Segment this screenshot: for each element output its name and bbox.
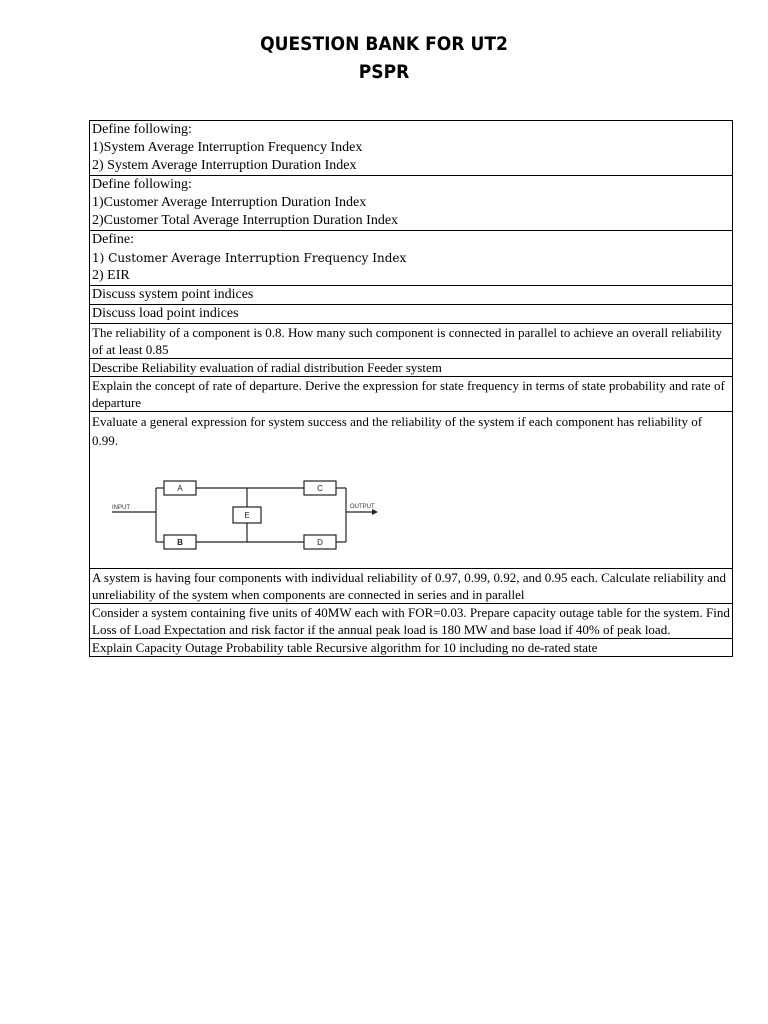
question-line: Explain the concept of rate of departure. Derive the expression for state frequency in terms of state probability and rate of departure xyxy=(92,378,725,410)
question-line: 1)System Average Interruption Frequency Index xyxy=(92,140,363,155)
question-row xyxy=(90,176,733,231)
question-cell xyxy=(90,324,733,359)
question-line: 2)Customer Total Average Interruption Duration Index xyxy=(92,213,399,228)
question-cell xyxy=(90,412,733,569)
question-row xyxy=(90,569,733,604)
question-cell xyxy=(90,639,733,657)
question-line: A system is having four components with individual reliability of 0.97, 0.99, 0.92, and 0.95 each. Calculate reliability and unreliability of the system when components are connected in series and in parallel xyxy=(92,570,726,602)
question-line: 2) EIR xyxy=(92,268,130,283)
block-b-label: B xyxy=(177,538,183,547)
page-title: QUESTION BANK FOR UT2 xyxy=(260,33,508,55)
question-cell xyxy=(90,604,733,639)
question-row xyxy=(90,604,733,639)
block-diagram-svg xyxy=(106,456,396,566)
question-row xyxy=(90,639,733,657)
question-row xyxy=(90,359,733,377)
block-e-label: E xyxy=(244,511,250,520)
question-cell xyxy=(90,377,733,412)
question-cell xyxy=(90,359,733,377)
question-line: Consider a system containing five units of 40MW each with FOR=0.03. Prepare capacity outage table for the system. Find Loss of Load Expectation and risk factor if the annual peak load is 180 MW and base load if 40% of peak load. xyxy=(92,605,730,637)
block-c-label: C xyxy=(317,484,323,493)
question-row xyxy=(90,377,733,412)
page-subtitle: PSPR xyxy=(358,61,410,83)
question-cell xyxy=(90,176,733,231)
input-label: INPUT xyxy=(112,505,130,511)
question-row xyxy=(90,324,733,359)
block-a-label: A xyxy=(177,484,183,493)
question-row xyxy=(90,412,733,569)
question-line: 2) System Average Interruption Duration Index xyxy=(92,158,357,173)
question-line: 1)Customer Average Interruption Duration Index xyxy=(92,195,367,210)
question-line: The reliability of a component is 0.8. How many such component is connected in parallel to achieve an overall reliability of at least 0.85 xyxy=(92,325,722,357)
question-row xyxy=(90,121,733,176)
question-line: Define following: xyxy=(92,177,192,192)
question-row xyxy=(90,286,733,305)
question-line: Define following: xyxy=(92,122,192,137)
question-row xyxy=(90,231,733,286)
question-cell xyxy=(90,231,733,286)
question-table xyxy=(89,120,733,657)
question-row xyxy=(90,305,733,324)
question-line: Describe Reliability evaluation of radial distribution Feeder system xyxy=(92,360,442,375)
question-line: Discuss system point indices xyxy=(92,287,254,302)
question-cell xyxy=(90,286,733,305)
question-line: Define: xyxy=(92,232,134,247)
reliability-block-diagram xyxy=(92,450,730,568)
question-cell xyxy=(90,305,733,324)
question-line: Evaluate a general expression for system success and the reliability of the system if each component has reliability of 0.99. xyxy=(92,414,703,448)
question-line: Discuss load point indices xyxy=(92,306,239,321)
question-cell xyxy=(90,121,733,176)
question-line: Explain Capacity Outage Probability table Recursive algorithm for 10 including no de-rated state xyxy=(92,640,598,655)
question-cell xyxy=(90,569,733,604)
output-label: OUTPUT xyxy=(350,504,375,510)
question-line: 1) Customer Average Interruption Frequency Index xyxy=(92,251,407,265)
block-d-label: D xyxy=(317,538,323,547)
